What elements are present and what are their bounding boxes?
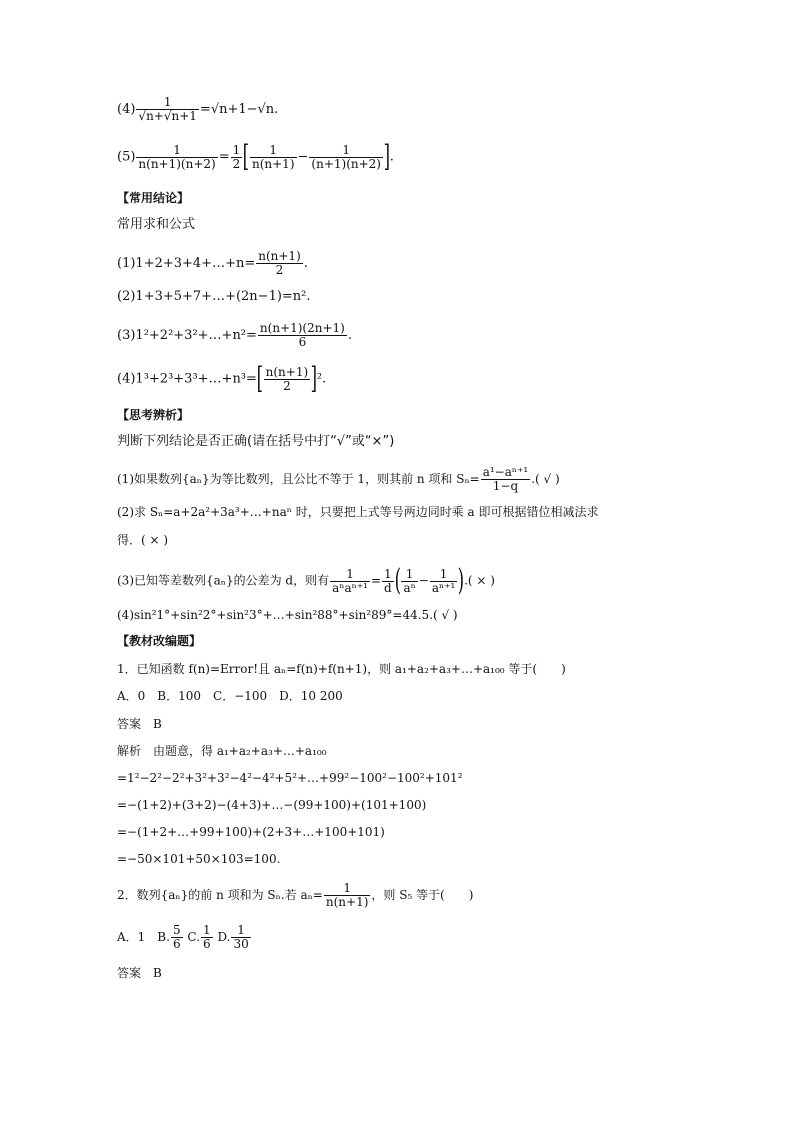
problem-1: 1．已知函数 f(n)=Error!且 aₙ=f(n)+f(n+1)，则 a₁+a₂+a₃+…+a₁₀₀ 等于( ) <box>117 662 566 676</box>
section-heading-conclusions: 【常用结论】 <box>117 191 190 205</box>
problem-2-options: A．1 B. $\frac{5}{6}$ C. $\frac{1}{6}$ D. $\frac{1}{30}$ <box>117 923 249 951</box>
analysis-step: =−(1+2)+(3+2)−(4+3)+…−(99+100)+(101+100) <box>117 798 427 812</box>
formula-4: (4) $\frac{1}{√n+√n+1}$ =√n+1−√n. <box>117 95 279 123</box>
problem-2: 2．数列{aₙ}的前 n 项和为 Sₙ.若 aₙ= $\frac{1}{n(n+1)}$ ，则 S₅ 等于( ) <box>117 881 474 909</box>
analysis-step: =1²−2²−2²+3²+3²−4²−4²+5²+…+99²−100²−100²+101² <box>117 771 463 785</box>
problem-1-analysis: 解析 由题意，得 a₁+a₂+a₃+…+a₁₀₀ <box>117 744 327 758</box>
fraction: $\frac{5}{6}$ <box>172 923 181 951</box>
fraction: $\frac{1}{(n+1)(n+2)}$ <box>311 142 381 171</box>
fraction: $\frac{1}{√n+√n+1}$ <box>138 95 197 123</box>
sum-formula-4: (4)1³+2³+3³+…+n³=[ $\frac{n(n+1)}{2}$ ]². <box>117 361 327 396</box>
sum-formula-1: (1)1+2+3+4+…+n= $\frac{n(n+1)}{2}$ . <box>117 249 308 277</box>
judgement-1: (1)如果数列{aₙ}为等比数列，且公比不等于 1，则其前 n 项和 Sₙ= $\frac{\text{a¹−aⁿ⁺¹}}{1-q}$ .( √ ) <box>117 465 560 493</box>
fraction: $\frac{1}{6}$ <box>202 923 211 951</box>
fraction: $\frac{n(n+1)(2n+1)}{6}$ <box>259 321 345 349</box>
sum-formula-3: (3)1²+2²+3²+…+n²= $\frac{n(n+1)(2n+1)}{6}$ . <box>117 321 352 349</box>
sum-formula-2: (2)1+3+5+7+…+(2n−1)=n². <box>117 289 311 304</box>
section-heading-thinking: 【思考辨析】 <box>117 408 190 422</box>
judgement-3: (3)已知等差数列{aₙ}的公差为 d，则有 $\frac{1}{\text{aⁿaⁿ⁺¹}}$ = $\frac{1}{d}$ ( $\frac{1}{\text{aⁿ}}$ − $\frac{1}{\text{aⁿ⁺¹}}$ ).( × ) <box>117 563 495 598</box>
problem-2-answer: 答案 B <box>117 966 162 980</box>
fraction: $\frac{1}{\text{aⁿ⁺¹}}$ <box>431 566 456 595</box>
fraction: $\frac{n(n+1)}{2}$ <box>258 249 301 277</box>
judgement-2-line2: 得．( × ) <box>117 533 169 547</box>
problem-1-options: A．0 B．100 C．−100 D．10 200 <box>117 689 343 703</box>
problem-1-answer: 答案 B <box>117 717 162 731</box>
analysis-step: =−(1+2+…+99+100)+(2+3+…+100+101) <box>117 825 385 839</box>
formula-5: (5) $\frac{1}{n(n+1)(n+2)}$ = $\frac{1}{2}$ [ $\frac{1}{n(n+1)}$ − $\frac{1}{(n+1)(n+2)}$ ]. <box>117 139 394 174</box>
fraction: $\frac{1}{2}$ <box>232 142 241 171</box>
fraction: $\frac{1}{d}$ <box>384 566 392 595</box>
judgement-2-line1: (2)求 Sₙ=a+2a²+3a³+…+naⁿ 时，只要把上式等号两边同时乘 a 即可根据错位相减法求 <box>117 505 599 519</box>
fraction: $\frac{1}{n(n+1)}$ <box>251 142 295 171</box>
section-intro: 判断下列结论是否正确(请在括号中打“√”或“×”) <box>117 434 395 449</box>
fraction: $\frac{1}{n(n+1)}$ <box>325 881 369 909</box>
fraction: $\frac{1}{\text{aⁿ}}$ <box>403 566 416 595</box>
fraction: $\frac{\text{a¹−aⁿ⁺¹}}{1-q}$ <box>482 465 529 493</box>
section-heading-textbook: 【教材改编题】 <box>117 634 202 648</box>
section-subtitle: 常用求和公式 <box>117 217 196 232</box>
judgement-4: (4)sin²1°+sin²2°+sin²3°+…+sin²88°+sin²89°=44.5.( √ ) <box>117 608 458 622</box>
fraction: $\frac{1}{\text{aⁿaⁿ⁺¹}}$ <box>332 566 368 595</box>
fraction: $\frac{1}{30}$ <box>233 923 249 951</box>
fraction: $\frac{1}{n(n+1)(n+2)}$ <box>138 142 216 171</box>
fraction: $\frac{n(n+1)}{2}$ <box>265 364 309 393</box>
analysis-step: =−50×101+50×103=100. <box>117 852 281 866</box>
